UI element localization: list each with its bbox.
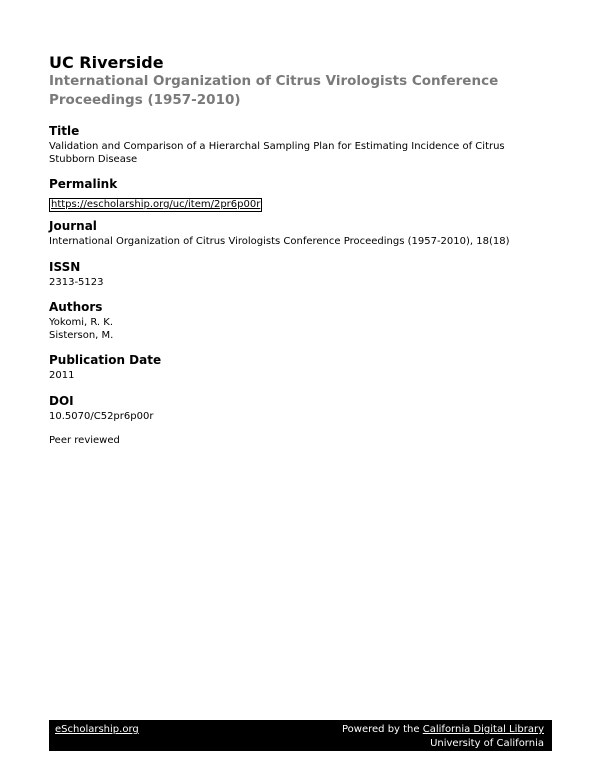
- issn-value: 2313-5123: [49, 277, 104, 288]
- publication-date-section: [49, 353, 161, 382]
- cdl-link[interactable]: California Digital Library: [422, 724, 544, 735]
- powered-by-line: [342, 724, 544, 735]
- title-value: Validation and Comparison of a Hierarchal Sampling Plan for Estimating Incidence of Citrus Stubborn Disease: [49, 141, 505, 165]
- permalink-label: Permalink: [49, 177, 118, 191]
- issn-label: ISSN: [49, 260, 81, 274]
- title-section: [49, 124, 549, 166]
- doi-value: 10.5070/C52pr6p00r: [49, 411, 154, 422]
- publication-date-value: 2011: [49, 370, 75, 381]
- author-item: Yokomi, R. K.: [49, 317, 114, 328]
- doi-section: [49, 394, 153, 423]
- authors-label: Authors: [49, 300, 103, 314]
- journal-value: International Organization of Citrus Virologists Conference Proceedings (1957-2010), 18(18): [49, 236, 510, 247]
- powered-by-text: Powered by the: [342, 724, 420, 735]
- escholarship-link[interactable]: eScholarship.org: [55, 724, 139, 735]
- university-name: University of California: [430, 738, 544, 749]
- permalink-section: [49, 177, 262, 212]
- campus-name: UC Riverside: [49, 53, 164, 72]
- doi-label: DOI: [49, 394, 74, 408]
- journal-section: [49, 219, 549, 248]
- permalink-link[interactable]: https://escholarship.org/uc/item/2pr6p00r: [51, 199, 261, 210]
- author-item: Sisterson, M.: [49, 330, 114, 341]
- series-title: International Organization of Citrus Virologists Conference Proceedings (1957-2010): [49, 73, 499, 108]
- authors-section: [49, 300, 113, 342]
- journal-label: Journal: [49, 219, 97, 233]
- publication-date-label: Publication Date: [49, 353, 162, 367]
- peer-reviewed-note: Peer reviewed: [49, 435, 120, 446]
- footer-bar: [49, 720, 552, 751]
- issn-section: [49, 260, 104, 289]
- title-label: Title: [49, 124, 80, 138]
